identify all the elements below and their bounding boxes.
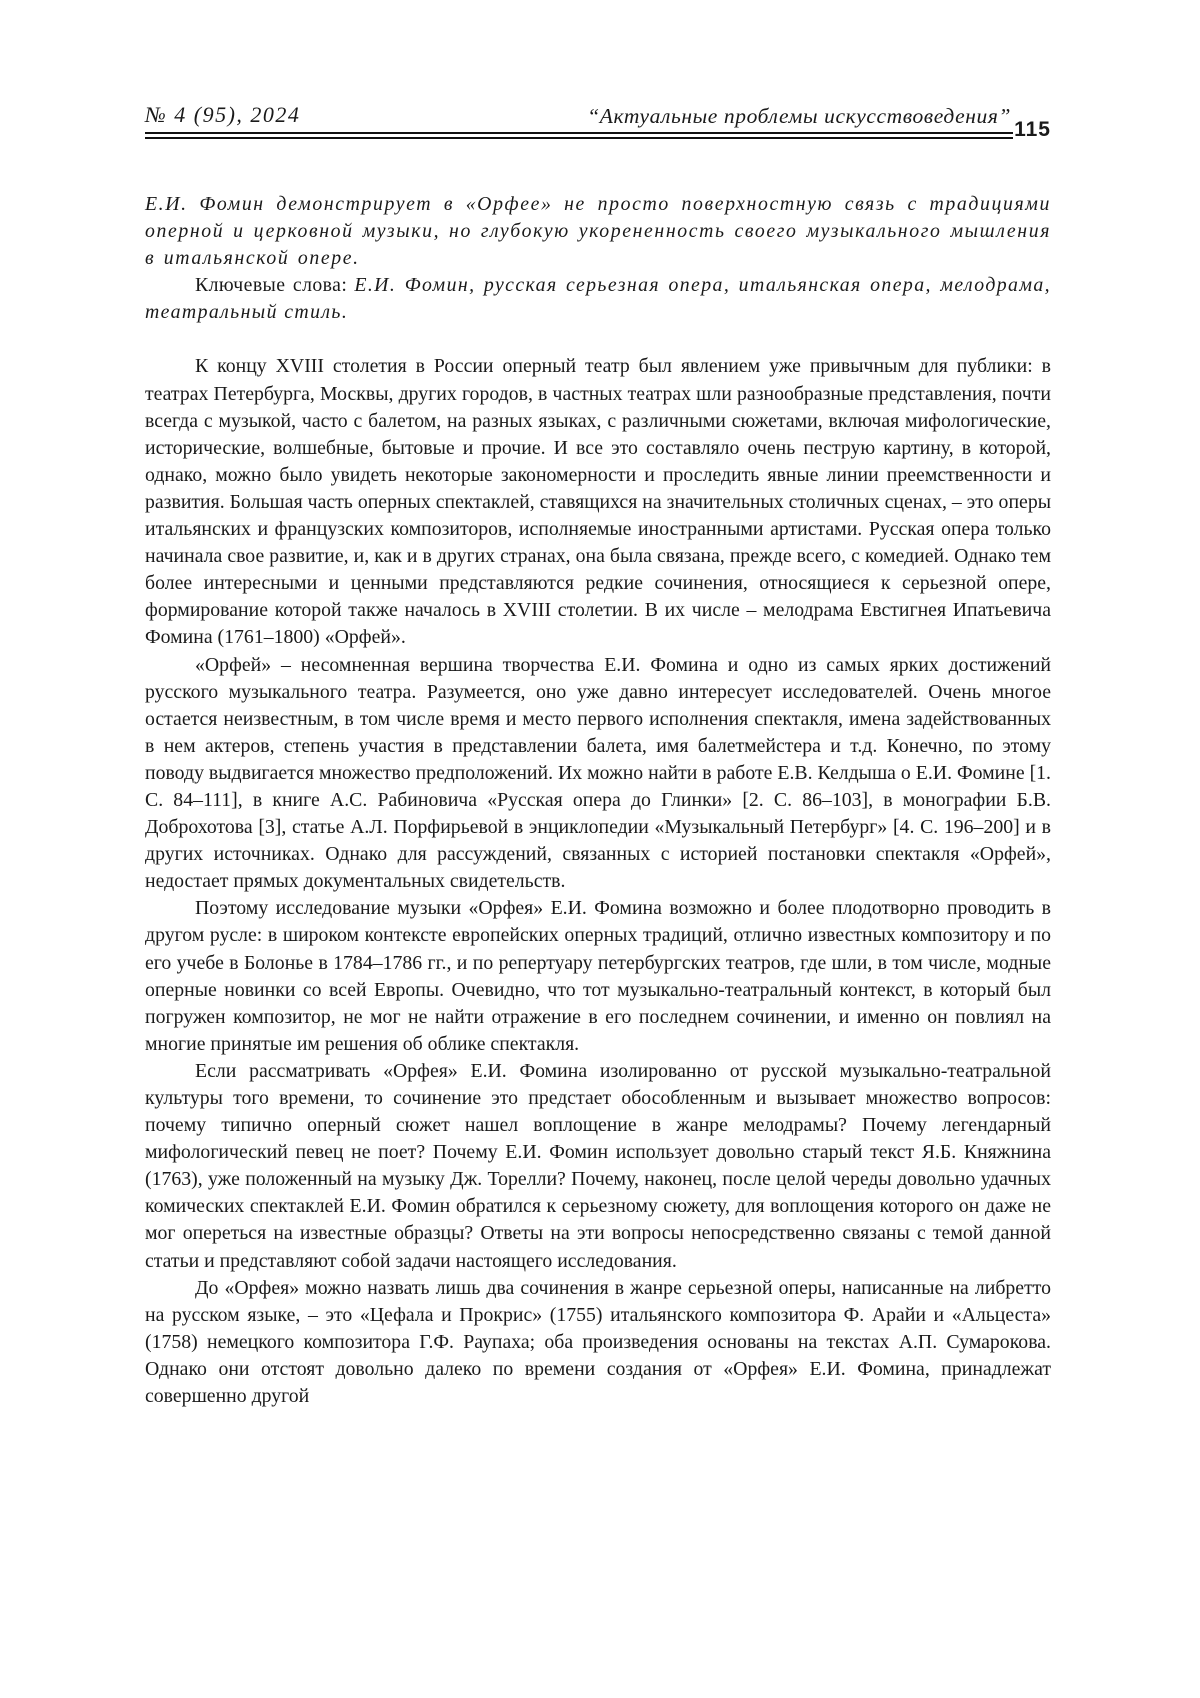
issue-number: № 4 (95), 2024 — [145, 102, 300, 128]
header-rule-bottom — [145, 137, 1013, 139]
article-body — [145, 191, 1051, 1410]
journal-title: “Актуальные проблемы искусствоведения” — [587, 104, 1011, 129]
page-number: 115 — [1014, 118, 1051, 142]
section-gap — [145, 326, 1051, 353]
header-rule-top — [145, 132, 1013, 134]
keywords-list: Е.И. Фомин, русская серьезная опера, итальянская опера, мелодрама, театральный стиль. — [145, 274, 1051, 323]
body-paragraph: Если рассматривать «Орфея» Е.И. Фомина изолированно от русской музыкально-театральной культуры того времени, то сочинение это предстает обособленным и вы­зывает множество вопросов: почему типично оперный сюжет нашел воплощение в жанре мелодрамы? Почему легендарный мифологический певец не поет? Почему Е.И. Фомин использует довольно старый текст Я.Б. Княжнина (1763), уже положенный на музыку Дж. Торелли? Почему, наконец, после целой череды довольно удачных комических спек­таклей Е.И. Фомин обратился к серьезному сюжету, для воплощения которого он даже не мог опереться на известные образцы? Ответы на эти вопросы непосредственно свя­заны с темой данной статьи и представляют собой задачи настоящего исследования. — [145, 1058, 1051, 1275]
keywords-label: Ключевые слова: — [195, 274, 347, 296]
body-paragraph: До «Орфея» можно назвать лишь два сочинения в жанре серьезной оперы, напи­санные на либретто на русском языке, – это «Цефала и Прокрис» (1755) итальянского композитора Ф. Арайи и «Альцеста» (1758) немецкого композитора Г.Ф. Раупаха; оба произведения основаны на текстах А.П. Сумарокова. Однако они отстоят довольно да­леко по времени создания от «Орфея» Е.И. Фомина, принадлежат совершенно другой — [145, 1275, 1051, 1410]
body-paragraph: К концу XVIII столетия в России оперный театр был явлением уже привычным для публики: в театрах Петербурга, Москвы, других городов, в частных театрах шли разнообразные представления, почти всегда с музыкой, часто с балетом, на разных язы­ках, с различными сюжетами, включая мифологические, исторические, волшебные, бы­товые и прочие. И все это составляло очень пеструю картину, в которой, однако, мож­но было увидеть некоторые закономерности и проследить явные линии преемственнос­ти и развития. Большая часть оперных спектаклей, ставящихся на значительных сто­личных сценах, – это оперы итальянских и французских композиторов, исполняемые ино­странными артистами. Русская опера только начинала свое развитие, и, как и в других странах, она была связана, прежде всего, с комедией. Однако тем более интересными и ценными представляются редкие сочинения, относящиеся к серьезной опере, форми­рование которой также началось в XVIII столетии. В их числе – мелодрама Евстигнея Ипатьевича Фомина (1761–1800) «Орфей». — [145, 353, 1051, 651]
keywords-paragraph — [145, 272, 1051, 326]
body-paragraph: Поэтому исследование музыки «Орфея» Е.И. Фомина возможно и более плодотвор­но проводить в другом русле: в широком контексте европейских оперных традиций, от­лично известных композитору и по его учебе в Болонье в 1784–1786 гг., и по репертуа­ру петербургских театров, где шли, в том числе, модные оперные новинки со всей Европы. Очевидно, что тот музыкально-театральный контекст, в который был погру­жен композитор, не мог не найти отражение в его последнем сочинении, и именно он повлиял на многие принятые им решения об облике спектакля. — [145, 895, 1051, 1058]
body-paragraph: «Орфей» – несомненная вершина творчества Е.И. Фомина и одно из самых ярких достижений русского музыкального театра. Разумеется, оно уже давно интересует ис­следователей. Очень многое остается неизвестным, в том числе время и место пер­вого исполнения спектакля, имена задействованных в нем актеров, степень участия в представлении балета, имя балетмейстера и т.д. Конечно, по этому поводу выдвигает­ся множество предположений. Их можно найти в работе Е.В. Келдыша о Е.И. Фомине [1. С. 84–111], в книге А.С. Рабиновича «Русская опера до Глинки» [2. С. 86–103], в монографии Б.В. Доброхотова [3], статье А.Л. Порфирьевой в энциклопедии «Музыкаль­ный Петербург» [4. С. 196–200] и в других источниках. Однако для рассуждений, свя­занных с историей постановки спектакля «Орфей», недостает прямых документальных свидетельств. — [145, 652, 1051, 896]
journal-page — [0, 0, 1200, 1698]
abstract-paragraph: Е.И. Фомин демонстрирует в «Орфее» не просто поверхностную связь с тради­циями оперной и церковной музыки, но глубокую укорененность своего музыкаль­ного мышления в итальянской опере. — [145, 191, 1051, 272]
running-header — [145, 96, 1051, 146]
